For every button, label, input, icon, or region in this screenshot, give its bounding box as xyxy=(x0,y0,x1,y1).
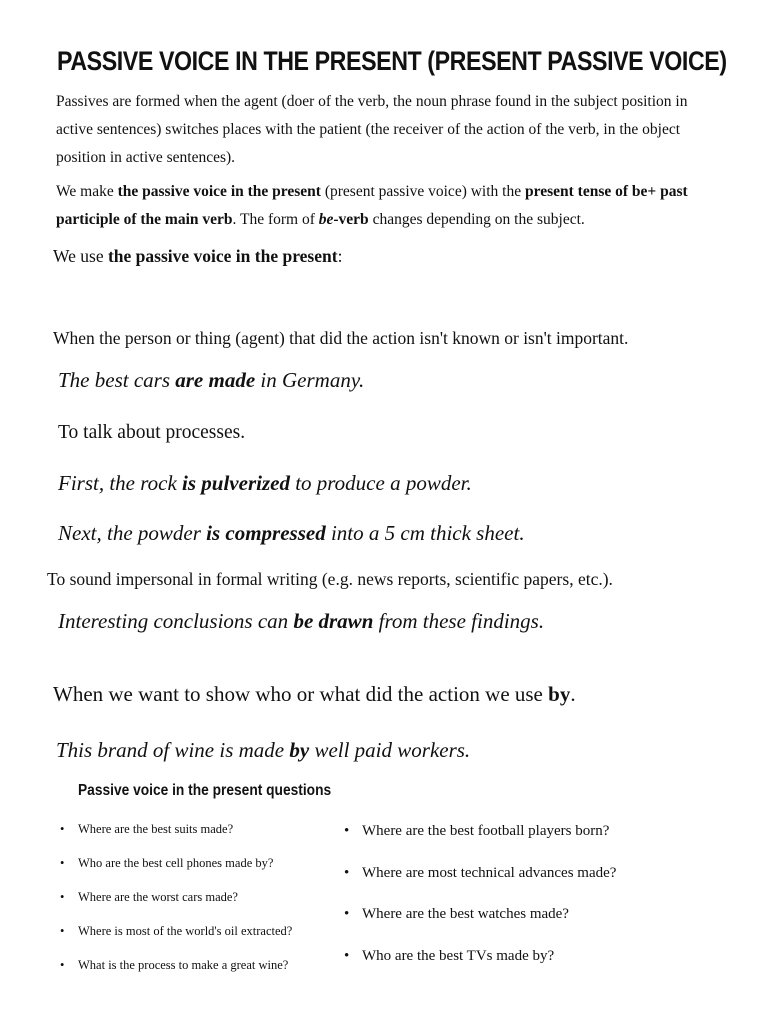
question-item: • Who are the best cell phones made by? xyxy=(58,854,292,888)
example-powder: Next, the powder is compressed into a 5 cm thick sheet. xyxy=(58,521,525,545)
example-conclusions: Interesting conclusions can be drawn from these findings. xyxy=(58,609,545,633)
question-item: • Where are most technical advances made? xyxy=(342,863,616,905)
page-title: PASSIVE VOICE IN THE PRESENT (PRESENT PASSIVE VOICE) xyxy=(57,46,727,76)
questions-list-right xyxy=(342,821,616,987)
formation-bold-be: be-verb xyxy=(318,211,369,228)
question-item: • Where are the best suits made? xyxy=(58,820,292,854)
question-item: • Where are the worst cars made? xyxy=(58,888,292,922)
formation-bold-1: the passive voice in the present xyxy=(117,183,321,200)
formation-bold-2: present tense of be+ past participle of the main verb xyxy=(56,183,688,228)
example-wine: This brand of wine is made by well paid workers. xyxy=(56,738,471,762)
question-item: • Where is most of the world's oil extracted? xyxy=(58,922,292,956)
usage-processes: To talk about processes. xyxy=(58,422,246,443)
question-item: • Where are the best football players born? xyxy=(342,821,616,863)
question-item: • Where are the best watches made? xyxy=(342,904,616,946)
usage-impersonal: To sound impersonal in formal writing (e.g. news reports, scientific papers, etc.). xyxy=(47,569,613,589)
intro-paragraph: Passives are formed when the agent (doer of the verb, the noun phrase found in the subject position in active sentences) switches places with the patient (the receiver of the action of the verb, in the object position in active sentences). xyxy=(56,93,688,166)
question-item: • What is the process to make a great wine? xyxy=(58,956,292,990)
questions-list-left xyxy=(58,820,292,990)
formation-text-4: changes depending on the subject. xyxy=(368,211,585,228)
usage-agent-unknown: When the person or thing (agent) that did the action isn't known or isn't important. xyxy=(53,328,629,348)
by-rule: When we want to show who or what did the action we use by. xyxy=(53,682,576,706)
formation-text-2: (present passive voice) with the xyxy=(320,183,525,200)
usage-heading: We use the passive voice in the present: xyxy=(53,246,343,266)
formation-text-3: . The form of xyxy=(232,211,319,228)
question-item: • Who are the best TVs made by? xyxy=(342,946,616,988)
page-title-container xyxy=(57,46,768,77)
formation-paragraph xyxy=(56,178,716,234)
example-rock: First, the rock is pulverized to produce a powder. xyxy=(58,471,472,495)
questions-title: Passive voice in the present questions xyxy=(78,782,332,799)
example-cars: The best cars are made in Germany. xyxy=(58,368,365,392)
questions-title-container xyxy=(78,782,372,800)
formation-text-1: We make xyxy=(56,183,118,200)
